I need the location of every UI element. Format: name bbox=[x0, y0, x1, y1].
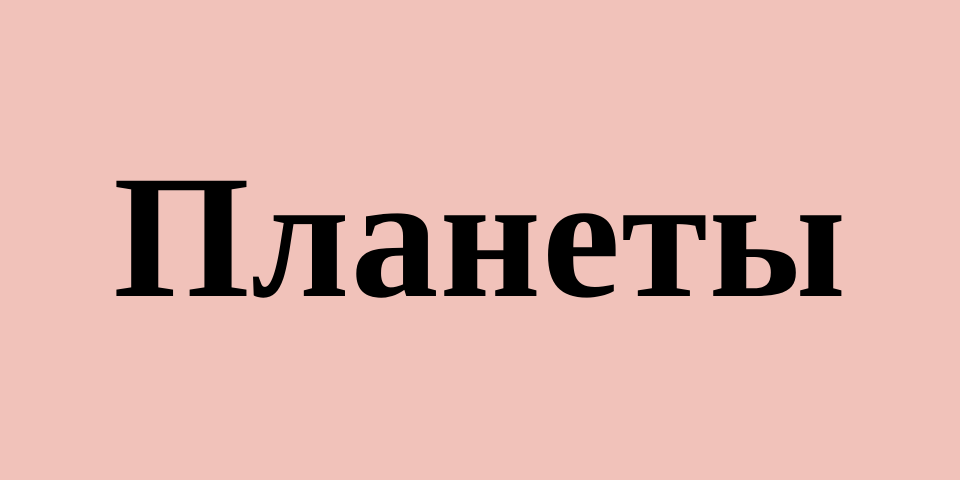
slide-title: Планеты bbox=[112, 140, 848, 335]
